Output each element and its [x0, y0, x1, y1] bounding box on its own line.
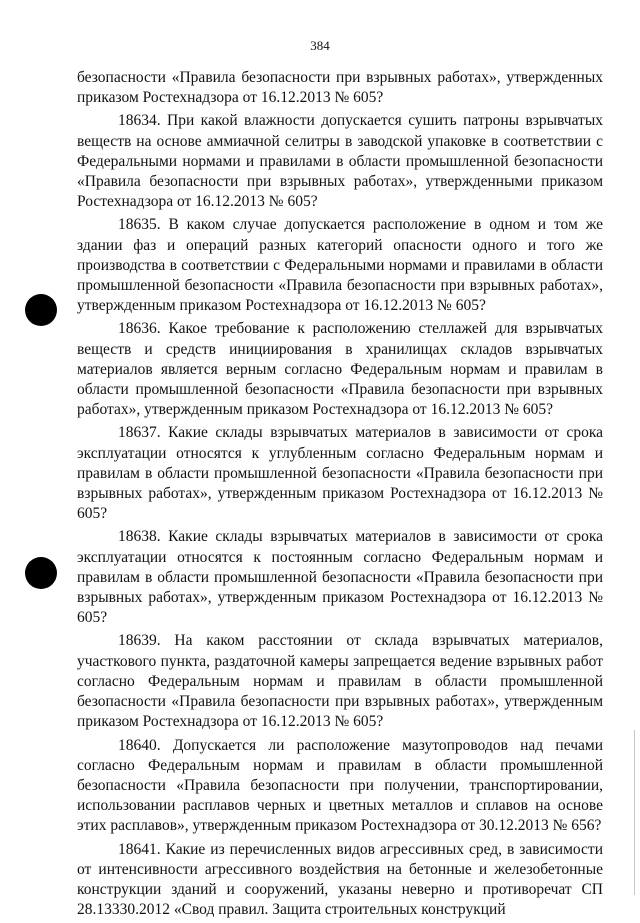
punch-hole-mark: [25, 557, 57, 589]
punch-hole-mark: [25, 294, 57, 326]
question-18635: 18635. В каком случае допускается расположение в одном и том же здании фаз и операций разных категорий опасности одного и того же производства в соответствии с Федеральными нормами и правилами в области промышленной безопасности «Правила безопасности при взрывных работах», утвержденным приказом Ростехнадзора от 16.12.2013 № 605?: [77, 216, 603, 315]
document-body: [77, 68, 603, 923]
paragraph-continuation: безопасности «Правила безопасности при взрывных работах», утвержденных приказом Ростехнадзора от 16.12.2013 № 605?: [77, 69, 603, 107]
question-18640: 18640. Допускается ли расположение мазутопроводов над печами согласно Федеральным нормам и правилам в области промышленной безопасности «Правила безопасности при получении, транспортировании, использовании расплавов черных и цветных металлов и сплавов на основе этих расплавов», утвержденным приказом Ростехнадзора от 30.12.2013 № 656?: [77, 736, 603, 835]
question-18634: 18634. При какой влажности допускается сушить патроны взрывчатых веществ на основе аммиачной селитры в заводской упаковке в соответствии с Федеральными нормами и правилами в области промышленной безопасности «Правила безопасности при взрывных работах», утвержденными приказом Ростехнадзора от 16.12.2013 № 605?: [77, 112, 603, 211]
page-number: 384: [310, 38, 330, 53]
question-18637: 18637. Какие склады взрывчатых материалов в зависимости от срока эксплуатации относятся к углубленным согласно Федеральным нормам и правилам в области промышленной безопасности «Правила безопасности при взрывных работах», утвержденным приказом Ростехнадзора от 16.12.2013 № 605?: [77, 424, 603, 523]
question-18641: 18641. Какие из перечисленных видов агрессивных сред, в зависимости от интенсивности агрессивного воздействия на бетонные и железобетонные конструкции зданий и сооружений, указаны неверно и противоречат СП 28.13330.2012 «Свод правил. Защита строительных конструкций: [77, 840, 603, 919]
question-18639: 18639. На каком расстоянии от склада взрывчатых материалов, участкового пункта, раздаточной камеры запрещается ведение взрывных работ согласно Федеральным нормам и правилам в области промышленной безопасности «Правила безопасности при взрывных работах», утвержденным приказом Ростехнадзора от 16.12.2013 № 605?: [77, 632, 603, 731]
question-18636: 18636. Какое требование к расположению стеллажей для взрывчатых веществ и средств инициирования в хранилищах складов взрывчатых материалов является верным согласно Федеральным нормам и правилам в области промышленной безопасности «Правила безопасности при взрывных работах», утвержденным приказом Ростехнадзора от 16.12.2013 № 605?: [77, 320, 603, 419]
question-18638: 18638. Какие склады взрывчатых материалов в зависимости от срока эксплуатации относятся к постоянным согласно Федеральным нормам и правилам в области промышленной безопасности «Правила безопасности при взрывных работах», утвержденным приказом Ростехнадзора от 16.12.2013 № 605?: [77, 528, 603, 627]
scan-edge-line: [634, 730, 635, 895]
